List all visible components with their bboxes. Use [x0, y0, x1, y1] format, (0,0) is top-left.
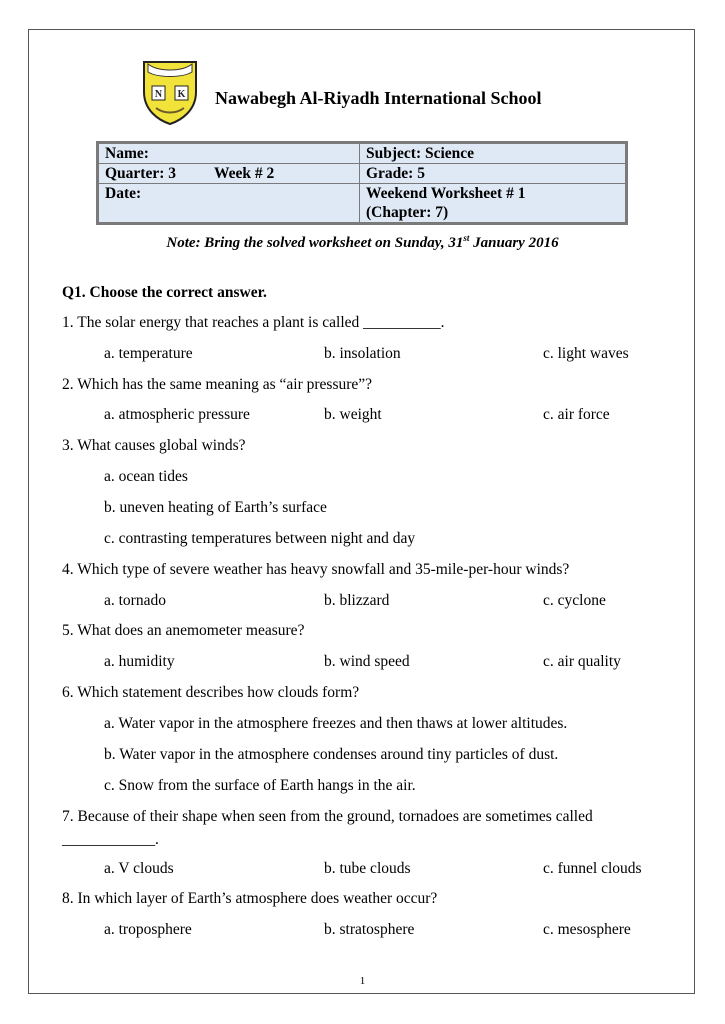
section-title: Q1. Choose the correct answer.	[62, 284, 267, 301]
option-a: a. atmospheric pressure	[104, 406, 250, 423]
school-name: Nawabegh Al-Riyadh International School	[215, 88, 542, 108]
subject-label: Subject: Science	[366, 145, 475, 162]
note	[0, 233, 725, 252]
week-label: Week # 2	[214, 165, 275, 182]
grade-label: Grade: 5	[366, 165, 425, 182]
option-c: c. cyclone	[543, 592, 606, 609]
option-c: c. contrasting temperatures between night and day	[104, 530, 416, 547]
note-text-end: January 2016	[469, 235, 559, 251]
date-label: Date:	[105, 185, 142, 202]
option-b: b. weight	[324, 406, 382, 423]
option-c: c. mesosphere	[543, 921, 631, 938]
option-b: b. wind speed	[324, 653, 410, 670]
option-a: a. Water vapor in the atmosphere freezes and then thaws at lower altitudes.	[104, 715, 568, 732]
chapter-label: (Chapter: 7)	[366, 204, 449, 221]
page-number: 1	[359, 975, 366, 987]
name-label: Name:	[105, 145, 149, 162]
option-a: a. temperature	[104, 345, 193, 362]
option-b: b. blizzard	[324, 592, 390, 609]
option-b: b. stratosphere	[324, 921, 415, 938]
question-7-blank: ____________.	[62, 831, 159, 848]
option-a: a. ocean tides	[104, 468, 188, 485]
option-b: b. uneven heating of Earth’s surface	[104, 499, 327, 516]
school-logo	[138, 58, 202, 126]
options-row-4	[0, 592, 725, 612]
question-5: 5. What does an anemometer measure?	[62, 622, 305, 639]
info-table	[96, 141, 628, 225]
options-row-7	[0, 860, 725, 880]
options-row-2	[0, 406, 725, 426]
note-sup: st	[463, 233, 470, 243]
quarter-label: Quarter: 3	[105, 165, 177, 182]
logo-letter-n: N	[154, 89, 163, 100]
option-c: c. air force	[543, 406, 610, 423]
note-text: Note: Bring the solved worksheet on Sunday, 31	[166, 235, 464, 251]
option-c: c. Snow from the surface of Earth hangs in the air.	[104, 777, 416, 794]
option-c: c. air quality	[543, 653, 621, 670]
worksheet-label: Weekend Worksheet # 1	[366, 185, 526, 202]
question-2: 2. Which has the same meaning as “air pressure”?	[62, 376, 373, 393]
question-6: 6. Which statement describes how clouds form?	[62, 684, 360, 701]
options-row-8	[0, 921, 725, 941]
option-c: c. funnel clouds	[543, 860, 642, 877]
logo-letter-k: K	[177, 89, 186, 100]
question-4: 4. Which type of severe weather has heavy snowfall and 35-mile-per-hour winds?	[62, 561, 570, 578]
question-7: 7. Because of their shape when seen from the ground, tornadoes are sometimes called	[62, 808, 593, 825]
option-a: a. V clouds	[104, 860, 174, 877]
options-row-5	[0, 653, 725, 673]
option-c: c. light waves	[543, 345, 629, 362]
question-1: 1. The solar energy that reaches a plant is called __________.	[62, 314, 445, 331]
options-row-1	[0, 345, 725, 365]
option-a: a. tornado	[104, 592, 166, 609]
option-a: a. troposphere	[104, 921, 192, 938]
question-8: 8. In which layer of Earth’s atmosphere does weather occur?	[62, 890, 438, 907]
option-b: b. Water vapor in the atmosphere condenses around tiny particles of dust.	[104, 746, 559, 763]
question-3: 3. What causes global winds?	[62, 437, 246, 454]
option-b: b. tube clouds	[324, 860, 411, 877]
option-b: b. insolation	[324, 345, 401, 362]
option-a: a. humidity	[104, 653, 175, 670]
